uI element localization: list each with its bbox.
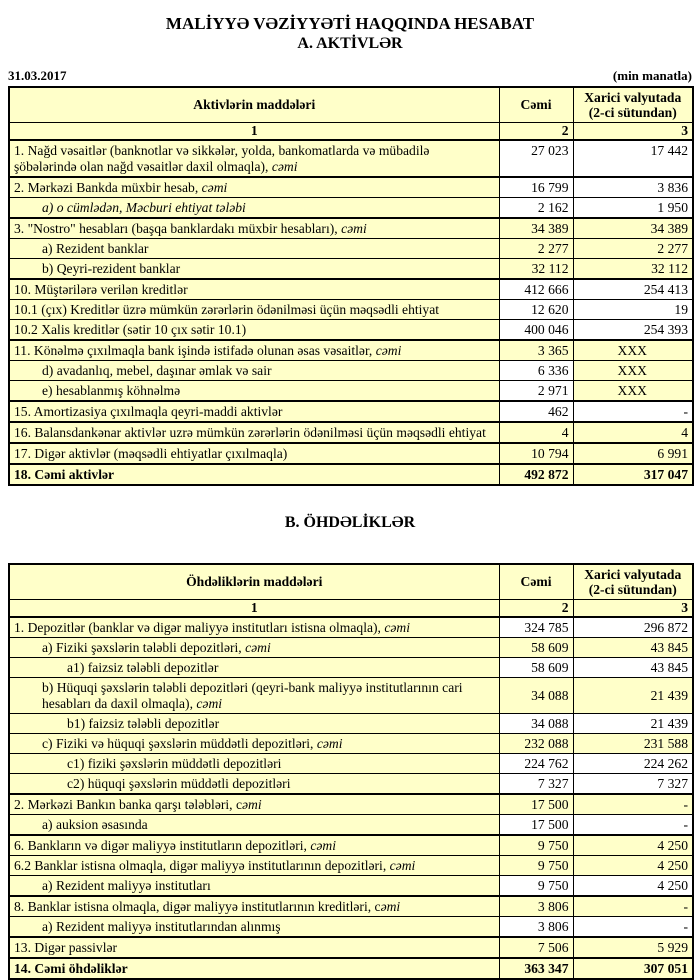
row-label: 18. Cəmi aktivlər: [9, 464, 499, 485]
row-label: 1. Depozitlər (banklar və digər maliyyə institutları istisna olmaqla), cəmi: [9, 617, 499, 638]
row-label: 6.2 Banklar istisna olmaqla, digər maliyyə institutlarının depozitləri, cəmi: [9, 856, 499, 876]
value-cell: -: [573, 794, 693, 815]
row-label: 16. Balansdankənar aktivlər uzrə mümkün zərərlərin ödənilməsi üçün məqsədli ehtiyat: [9, 422, 499, 443]
column-header-total: Cəmi: [499, 87, 573, 123]
row-label: a) Rezident maliyyə institutlarından alınmış: [9, 917, 499, 938]
liabilities-table: [8, 563, 694, 980]
value-cell: 231 588: [573, 734, 693, 754]
column-header-fx: [573, 564, 693, 600]
row-label: c) Fiziki və hüquqi şəxslərin müddətli depozitləri, cəmi: [9, 734, 499, 754]
value-cell: -: [573, 896, 693, 917]
row-label: 3. "Nostro" hesabları (başqa banklardakı müxbir hesabları), cəmi: [9, 218, 499, 239]
value-cell: 3 806: [499, 917, 573, 938]
table-row: [9, 876, 693, 897]
value-cell: 32 112: [573, 259, 693, 280]
value-cell: 4: [499, 422, 573, 443]
column-header-items: Aktivlərin maddələri: [9, 87, 499, 123]
liabilities-header-row: [9, 564, 693, 600]
value-cell: 6 991: [573, 443, 693, 464]
table-row: [9, 401, 693, 422]
value-cell: 254 413: [573, 279, 693, 300]
row-label: a) auksion əsasında: [9, 815, 499, 836]
liabilities-column-numbers-row: [9, 600, 693, 618]
assets-column-numbers-row: [9, 123, 693, 141]
value-cell: 492 872: [499, 464, 573, 485]
row-label: e) hesablanmış köhnəlmə: [9, 381, 499, 402]
row-label: c1) fiziki şəxslərin müddətli depozitləri: [9, 754, 499, 774]
value-cell: 2 162: [499, 198, 573, 219]
table-row: [9, 815, 693, 836]
row-label: 8. Banklar istisna olmaqla, digər maliyyə institutlarının kreditləri, cəmi: [9, 896, 499, 917]
row-label: 13. Digər passivlər: [9, 937, 499, 958]
column-number-1: 1: [9, 600, 499, 618]
value-cell: 34 389: [499, 218, 573, 239]
row-label: 6. Bankların və digər maliyyə institutların depozitləri, cəmi: [9, 835, 499, 856]
value-cell: 412 666: [499, 279, 573, 300]
row-label: 17. Digər aktivlər (məqsədli ehtiyatlar çıxılmaqla): [9, 443, 499, 464]
value-cell: 17 500: [499, 815, 573, 836]
table-row: [9, 422, 693, 443]
value-cell: XXX: [573, 340, 693, 361]
value-cell: 363 347: [499, 958, 573, 979]
value-cell: 296 872: [573, 617, 693, 638]
row-label: 11. Könəlmə çıxılmaqla bank işində istifadə olunan əsas vəsaitlər, cəmi: [9, 340, 499, 361]
row-label: d) avadanlıq, mebel, daşınar əmlak və sair: [9, 361, 499, 381]
value-cell: -: [573, 917, 693, 938]
table-row: [9, 177, 693, 198]
table-row: [9, 754, 693, 774]
assets-header-row: [9, 87, 693, 123]
row-label: b1) faizsiz tələbli depozitlər: [9, 714, 499, 734]
value-cell: 19: [573, 300, 693, 320]
value-cell: 34 389: [573, 218, 693, 239]
value-cell: 7 327: [573, 774, 693, 795]
value-cell: 6 336: [499, 361, 573, 381]
value-cell: 17 500: [499, 794, 573, 815]
row-label: b) Hüquqi şəxslərin tələbli depozitləri (qeyri-bank maliyyə institutlarının cari hesabları da daxil olmaqla), cəmi: [9, 678, 499, 714]
table-row: [9, 658, 693, 678]
value-cell: 2 277: [499, 239, 573, 259]
row-label: 10.1 (çıx) Kreditlər üzrə mümkün zərərlərin ödənilməsi üçün məqsədli ehtiyat: [9, 300, 499, 320]
table-row: [9, 714, 693, 734]
table-row: [9, 140, 693, 177]
row-label: a) Rezident banklar: [9, 239, 499, 259]
value-cell: 2 971: [499, 381, 573, 402]
table-row: [9, 381, 693, 402]
table-row: [9, 678, 693, 714]
table-row: [9, 638, 693, 658]
value-cell: 17 442: [573, 140, 693, 177]
column-number-3: 3: [573, 123, 693, 141]
row-label: a1) faizsiz tələbli depozitlər: [9, 658, 499, 678]
value-cell: 10 794: [499, 443, 573, 464]
value-cell: 9 750: [499, 876, 573, 897]
value-cell: 3 836: [573, 177, 693, 198]
value-cell: 43 845: [573, 638, 693, 658]
value-cell: XXX: [573, 381, 693, 402]
value-cell: 7 506: [499, 937, 573, 958]
row-label: c2) hüquqi şəxslərin müddətli depozitləri: [9, 774, 499, 795]
value-cell: XXX: [573, 361, 693, 381]
value-cell: 3 806: [499, 896, 573, 917]
table-row: [9, 340, 693, 361]
column-header-fx: [573, 87, 693, 123]
value-cell: 21 439: [573, 678, 693, 714]
fx-header-line2: (2-ci sütundan): [588, 582, 677, 597]
value-cell: 21 439: [573, 714, 693, 734]
value-cell: 16 799: [499, 177, 573, 198]
table-row: [9, 218, 693, 239]
value-cell: 232 088: [499, 734, 573, 754]
table-row: [9, 464, 693, 485]
value-cell: 32 112: [499, 259, 573, 280]
table-row: [9, 239, 693, 259]
row-label: 15. Amortizasiya çıxılmaqla qeyri-maddi aktivlər: [9, 401, 499, 422]
value-cell: 3 365: [499, 340, 573, 361]
report-title: MALİYYƏ VƏZİYYƏTİ HAQQINDA HESABAT: [165, 14, 535, 33]
value-cell: 34 088: [499, 714, 573, 734]
value-cell: 400 046: [499, 320, 573, 341]
table-row: [9, 794, 693, 815]
value-cell: 462: [499, 401, 573, 422]
fx-header-line1: Xarici valyutada: [584, 567, 682, 582]
value-cell: 9 750: [499, 856, 573, 876]
table-row: [9, 279, 693, 300]
value-cell: 2 277: [573, 239, 693, 259]
value-cell: 1 950: [573, 198, 693, 219]
value-cell: 4: [573, 422, 693, 443]
meta-row: [8, 68, 692, 84]
row-label: 2. Mərkəzi Bankda müxbir hesab, cəmi: [9, 177, 499, 198]
row-label: a) Rezident maliyyə institutları: [9, 876, 499, 897]
value-cell: 224 262: [573, 754, 693, 774]
value-cell: 58 609: [499, 638, 573, 658]
row-label: b) Qeyri-rezident banklar: [9, 259, 499, 280]
value-cell: 4 250: [573, 856, 693, 876]
value-cell: 58 609: [499, 658, 573, 678]
table-row: [9, 300, 693, 320]
column-number-2: 2: [499, 123, 573, 141]
column-number-1: 1: [9, 123, 499, 141]
table-row: [9, 443, 693, 464]
table-row: [9, 734, 693, 754]
fx-header-line2: (2-ci sütundan): [588, 105, 677, 120]
table-row: [9, 774, 693, 795]
table-row: [9, 361, 693, 381]
value-cell: -: [573, 401, 693, 422]
value-cell: 324 785: [499, 617, 573, 638]
value-cell: 27 023: [499, 140, 573, 177]
financial-report-page: [0, 13, 700, 980]
value-cell: 43 845: [573, 658, 693, 678]
row-label: 1. Nağd vəsaitlər (banknotlar və sikkələr, yolda, bankomatlarda və mübadilə şöbələrində olan nağd vəsaitlər daxil olmaqla), cəmi: [9, 140, 499, 177]
value-cell: 4 250: [573, 876, 693, 897]
row-label: 10. Müştərilərə verilən kreditlər: [9, 279, 499, 300]
unit-note: (min manatla): [612, 68, 692, 83]
fx-header-line1: Xarici valyutada: [584, 90, 682, 105]
value-cell: 4 250: [573, 835, 693, 856]
row-label: 14. Cəmi öhdəliklər: [9, 958, 499, 979]
row-label: a) o cümlədən, Məcburi ehtiyat tələbi: [9, 198, 499, 219]
value-cell: 9 750: [499, 835, 573, 856]
table-row: [9, 958, 693, 979]
value-cell: 307 051: [573, 958, 693, 979]
table-row: [9, 856, 693, 876]
value-cell: -: [573, 815, 693, 836]
table-row: [9, 896, 693, 917]
table-row: [9, 198, 693, 219]
column-number-2: 2: [499, 600, 573, 618]
column-header-items: Öhdəliklərin maddələri: [9, 564, 499, 600]
section-b-title: B. ÖHDƏLİKLƏR: [284, 514, 416, 531]
value-cell: 5 929: [573, 937, 693, 958]
table-row: [9, 835, 693, 856]
column-header-total: Cəmi: [499, 564, 573, 600]
value-cell: 317 047: [573, 464, 693, 485]
value-cell: 34 088: [499, 678, 573, 714]
report-date: 31.03.2017: [8, 68, 67, 83]
table-row: [9, 617, 693, 638]
table-row: [9, 917, 693, 938]
column-number-3: 3: [573, 600, 693, 618]
value-cell: 254 393: [573, 320, 693, 341]
value-cell: 224 762: [499, 754, 573, 774]
assets-table: [8, 86, 694, 486]
section-a-title: A. AKTİVLƏR: [297, 35, 403, 52]
row-label: 2. Mərkəzi Bankın banka qarşı tələbləri, cəmi: [9, 794, 499, 815]
value-cell: 7 327: [499, 774, 573, 795]
row-label: 10.2 Xalis kreditlər (sətir 10 çıx sətir 10.1): [9, 320, 499, 341]
row-label: a) Fiziki şəxslərin tələbli depozitləri, cəmi: [9, 638, 499, 658]
table-row: [9, 259, 693, 280]
value-cell: 12 620: [499, 300, 573, 320]
table-row: [9, 320, 693, 341]
table-row: [9, 937, 693, 958]
